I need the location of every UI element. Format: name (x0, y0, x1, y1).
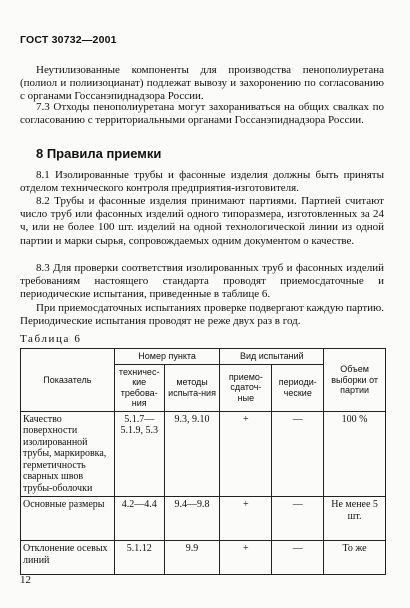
table-6 (20, 348, 386, 575)
cell-indicator: Основные размеры (21, 497, 115, 541)
cell-indicator: Качество поверхности изолированной трубы, маркировка, герметичность сварных швов трубы-оболочки (21, 411, 115, 497)
cell-acceptance: + (220, 541, 272, 575)
header-item-number: Номер пункта (114, 349, 220, 365)
header-indicator: Показатель (21, 349, 115, 412)
paragraph-8-3: 8.3 Для проверки соответствия изолированных труб и фасонных изделий требованиям настоящего стандарта проводят приемосдаточные и периодические испытания, приведенные в таблице 6. (20, 262, 384, 301)
table-row (21, 541, 386, 575)
cell-sample: То же (324, 541, 386, 575)
cell-acceptance: + (220, 411, 272, 497)
page-header: ГОСТ 30732—2001 (20, 34, 117, 46)
cell-sample: 100 % (324, 411, 386, 497)
cell-periodic: — (272, 541, 324, 575)
table-row (21, 411, 386, 497)
page-number: 12 (20, 574, 31, 586)
paragraph-8-2: 8.2 Трубы и фасонные изделия принимают партиями. Партией считают число труб или фасонных изделий одного типоразмера, изготовленных за 24 ч, или не более 100 шт. изделий на одной технологической линии из одной партии и марки сырья, сопровождаемых одним документом о качестве. (20, 195, 384, 247)
header-methods: методы испыта-ния (164, 364, 220, 411)
section-title: 8 Правила приемки (36, 146, 162, 161)
paragraph-7-3: 7.3 Отходы пенополиуретана могут захораниваться на общих свалках по согласованию с территориальными органами Госсанэпиднадзора России. (20, 101, 384, 127)
cell-periodic: — (272, 411, 324, 497)
table-caption: Таблица 6 (20, 333, 82, 345)
cell-methods: 9.4—9.8 (164, 497, 220, 541)
paragraph-waste-components: Неутилизованные компоненты для производства пенополиуретана (полиол и полиизоцианат) подлежат вывозу и захоронению по согласованию с органами Госсанэпиднадзора России. (20, 64, 384, 103)
cell-requirements: 5.1.12 (114, 541, 164, 575)
header-acceptance: приемо-сдаточ-ные (220, 364, 272, 411)
cell-methods: 9.9 (164, 541, 220, 575)
cell-requirements: 4.2—4.4 (114, 497, 164, 541)
cell-indicator: Отклонение осевых линий (21, 541, 115, 575)
cell-methods: 9.3, 9.10 (164, 411, 220, 497)
header-periodic: периоди-ческие (272, 364, 324, 411)
header-requirements: техничес-кие требова-ния (114, 364, 164, 411)
header-sample-size: Объем выборки от партии (324, 349, 386, 412)
header-test-type: Вид испытаний (220, 349, 324, 365)
table-row (21, 497, 386, 541)
cell-periodic: — (272, 497, 324, 541)
cell-acceptance: + (220, 497, 272, 541)
cell-sample: Не менее 5 шт. (324, 497, 386, 541)
cell-requirements: 5.1.7— 5.1.9, 5.3 (114, 411, 164, 497)
paragraph-8-1: 8.1 Изолированные трубы и фасонные изделия должны быть приняты отделом технического контроля предприятия-изготовителя. (20, 169, 384, 195)
paragraph-acceptance-tests: При приемосдаточных испытаниях проверке подвергают каждую партию. Периодические испытания проводят не реже двух раз в год. (20, 302, 384, 328)
table-header-row-1 (21, 349, 386, 365)
